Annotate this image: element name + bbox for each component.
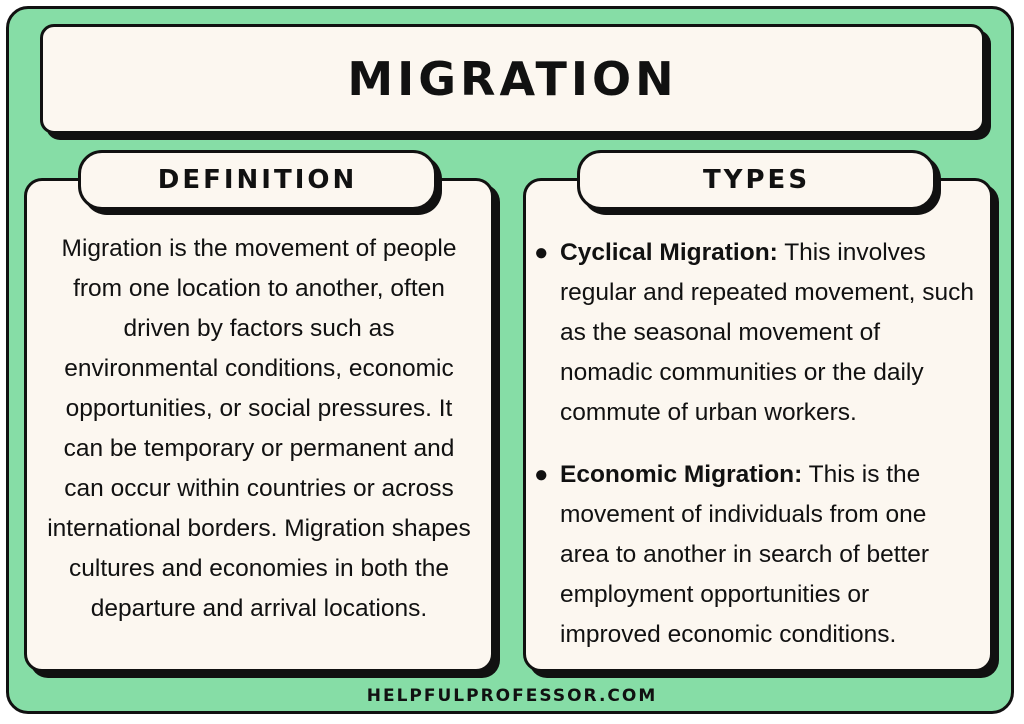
- title-card: [40, 24, 985, 134]
- definition-heading: DEFINITION: [78, 150, 437, 210]
- type-description: This is the movement of individuals from one area to another in search of better employment opportunities or improved economic conditions.: [560, 461, 930, 648]
- list-item: [534, 233, 976, 433]
- type-description: This involves regular and repeated movement, such as the seasonal movement of nomadic communities or the daily commute of urban workers.: [560, 239, 975, 426]
- type-term: Economic Migration:: [560, 461, 803, 488]
- types-list: [526, 233, 976, 677]
- page-title: MIGRATION: [347, 52, 678, 106]
- list-item: [534, 455, 976, 655]
- types-panel: [523, 178, 993, 672]
- definition-panel: [24, 178, 494, 672]
- footer-website: HELPFULPROFESSOR.COM: [366, 686, 658, 706]
- type-term: Cyclical Migration:: [560, 239, 778, 266]
- definition-text: Migration is the movement of people from one location to another, often driven by factors such as environmental conditions, economic opportunities, or social pressures. It can be temporary or permanent and can occur within countries or across international borders. Migration shapes cultures and economies in both the departure and arrival locations.: [47, 235, 471, 622]
- bullet-icon: ●: [534, 461, 549, 488]
- types-heading: TYPES: [577, 150, 936, 210]
- bullet-icon: ●: [534, 239, 549, 266]
